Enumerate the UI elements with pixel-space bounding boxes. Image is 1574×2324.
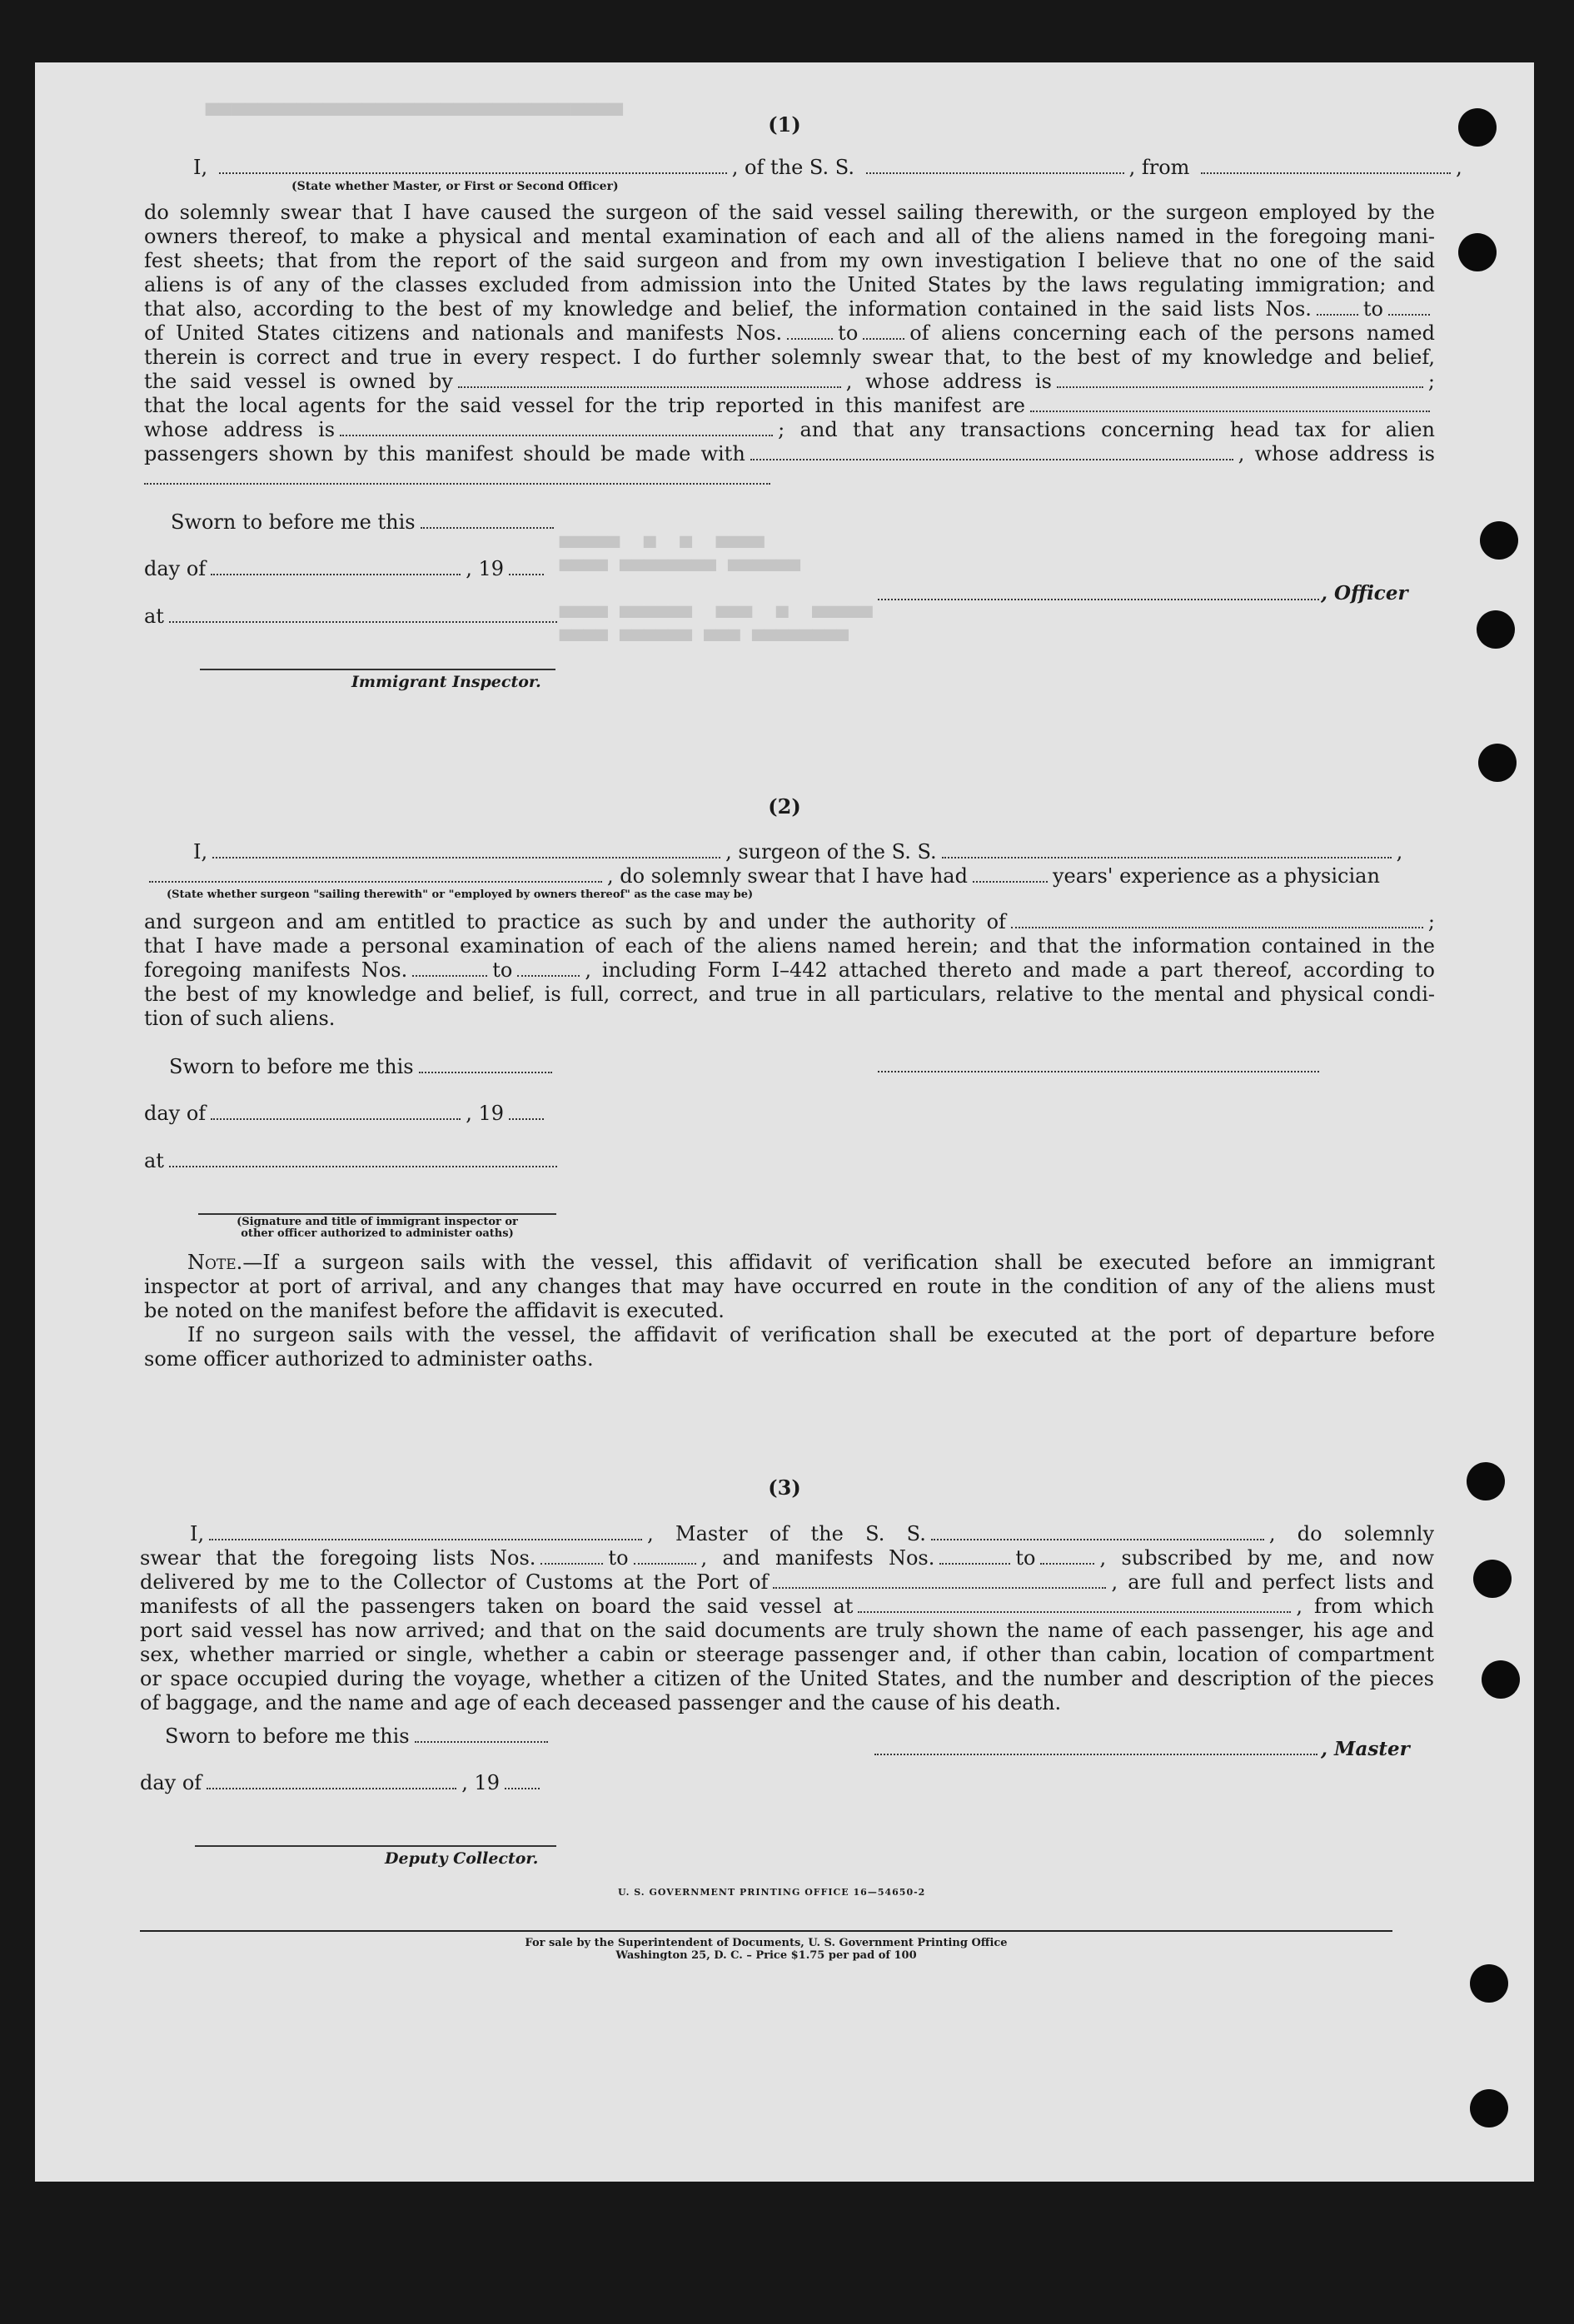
surgeon-oath-line-2 <box>144 864 1380 888</box>
local-agents-field[interactable] <box>1030 396 1430 412</box>
binder-hole <box>1480 521 1518 560</box>
place-field[interactable] <box>169 1151 557 1167</box>
master-oath-line <box>193 156 1462 179</box>
list-no-from-field[interactable] <box>540 1548 603 1565</box>
sworn-label: Sworn to before me this <box>169 1055 414 1078</box>
deputy-collector-signature-line[interactable] <box>195 1845 556 1847</box>
section-number-3: (3) <box>768 1476 801 1500</box>
oath-line <box>144 910 1435 934</box>
binder-hole <box>1470 2089 1508 2127</box>
at-label: at <box>144 605 164 628</box>
oath-line <box>144 370 1435 394</box>
oath-text: swear that the foregoing lists Nos. <box>140 1546 536 1570</box>
oath-text: to <box>1015 1546 1036 1570</box>
month-field[interactable] <box>207 1773 456 1789</box>
section-number-1: (1) <box>768 112 801 137</box>
signature-caption <box>198 1217 556 1240</box>
signature-caption-line: other officer authorized to administer oaths) <box>241 1227 514 1240</box>
manifest-no-from-field[interactable] <box>939 1548 1010 1565</box>
document-page <box>35 62 1534 2182</box>
owner-address-field[interactable] <box>1057 371 1423 388</box>
signature-caption-line: (Signature and title of immigrant inspector or <box>237 1216 518 1228</box>
licensing-authority-field[interactable] <box>1011 912 1423 928</box>
oath-text: to <box>492 958 513 982</box>
binder-hole <box>1478 744 1517 782</box>
oath-line: of baggage, and the name and age of each deceased passenger and the cause of his death. <box>140 1691 1062 1714</box>
oath-text: foregoing manifests Nos. <box>144 958 408 982</box>
oath-text: , including Form I–442 attached thereto and made a part thereof, according to <box>585 958 1436 982</box>
oath-text: to <box>608 1546 629 1570</box>
port-of-customs-field[interactable] <box>773 1572 1106 1589</box>
head-tax-party-field[interactable] <box>750 444 1233 460</box>
oath-line <box>144 442 1435 466</box>
oath-text: to <box>1362 297 1383 321</box>
label-i: I, <box>193 156 208 179</box>
bleed-through-header: ▀▀▀▀▀▀▀▀▀▀▀▀▀▀▀▀▀▀▀▀▀▀▀▀▀▀▀▀▀▀▀▀ <box>206 104 623 129</box>
oath-text: that the local agents for the said vessel for the trip reported in this manifest are <box>144 394 1025 417</box>
oath-line <box>144 418 1435 442</box>
oath-text: manifests of all the passengers taken on board the said vessel at <box>140 1595 854 1618</box>
oath-text: , Master of the S. S. <box>647 1522 926 1545</box>
list-no-to-field[interactable] <box>1388 299 1430 316</box>
oath-line <box>144 394 1435 418</box>
section-2-oath-text <box>144 910 1435 1031</box>
month-field[interactable] <box>211 1103 461 1120</box>
oath-line: owners thereof, to make a physical and mental examination of each and all of the aliens named in the foregoing mani- <box>144 225 1435 248</box>
comma: , <box>1396 840 1403 863</box>
oath-line <box>144 958 1435 983</box>
officer-signature-field[interactable] <box>878 599 1319 600</box>
surgeon-oath-line-1 <box>193 840 1402 863</box>
note-line <box>144 1251 1435 1275</box>
agents-address-field[interactable] <box>340 420 773 436</box>
master-name-field[interactable] <box>209 1524 642 1540</box>
oath-text: of aliens concerning each of the persons named <box>909 321 1435 345</box>
manifest-no-to-field[interactable] <box>863 323 904 340</box>
sworn-label: Sworn to before me this <box>165 1724 410 1748</box>
at-line-2 <box>144 1149 562 1172</box>
note-text: If no surgeon sails with the vessel, the affidavit of verification shall be executed at the port of departure before <box>187 1323 1435 1346</box>
day-of-label: day of <box>144 1102 207 1125</box>
oath-text: , whose address is <box>845 370 1052 393</box>
oath-line <box>140 1595 1434 1619</box>
surgeon-status-field[interactable] <box>149 866 602 883</box>
manifest-no-to-field[interactable] <box>517 960 580 977</box>
manifest-no-from-field[interactable] <box>787 323 833 340</box>
port-from-field[interactable] <box>1201 157 1451 174</box>
oath-text: ; <box>1427 370 1435 393</box>
sworn-line-2 <box>169 1055 557 1078</box>
sale-notice-line: Washington 25, D. C. – Price $1.75 per pad of 100 <box>615 1949 917 1962</box>
sworn-line-3 <box>165 1724 553 1748</box>
immigrant-inspector-label: Immigrant Inspector. <box>351 673 541 691</box>
oath-line: tion of such aliens. <box>144 1007 336 1030</box>
oath-text: , subscribed by me, and now <box>1099 1546 1435 1570</box>
deputy-collector-label: Deputy Collector. <box>385 1849 539 1868</box>
oath-text: that also, according to the best of my knowledge and belief, the information contained in the said lists Nos. <box>144 297 1312 321</box>
oath-text: passengers shown by this manifest should be made with <box>144 442 745 465</box>
oath-line: aliens is of any of the classes excluded from admission into the United States by the laws regulating immigration; and <box>144 273 1435 296</box>
note-text: —If a surgeon sails with the vessel, this affidavit of verification shall be executed before an immigrant <box>242 1251 1435 1274</box>
oath-text: whose address is <box>144 418 336 441</box>
section-3-oath-text <box>140 1522 1434 1715</box>
surgeon-label: , surgeon of the S. S. <box>725 840 937 863</box>
place-field[interactable] <box>169 606 557 623</box>
comma: , <box>1456 156 1462 179</box>
binder-hole <box>1470 1964 1508 2003</box>
oath-line <box>140 1570 1434 1595</box>
month-field[interactable] <box>211 559 461 575</box>
day-of-label: day of <box>140 1771 202 1794</box>
oath-line: fest sheets; that from the report of the said surgeon and from my own investigation I believe that no one of the said <box>144 249 1435 272</box>
head-tax-address-field[interactable] <box>144 483 770 485</box>
oath-text: the said vessel is owned by <box>144 370 453 393</box>
section-1-oath-text <box>144 201 1435 466</box>
sworn-label: Sworn to before me this <box>171 510 416 534</box>
surgeon-signature-field[interactable] <box>878 1071 1319 1072</box>
oath-line <box>140 1522 1434 1546</box>
officer-rank-caption: (State whether Master, or First or Second Officer) <box>291 180 619 193</box>
oath-text: delivered by me to the Collector of Customs at the Port of <box>140 1570 769 1594</box>
year-field[interactable] <box>505 1773 540 1789</box>
oath-text: ; and that any transactions concerning head tax for alien <box>778 418 1436 441</box>
manifest-no-from-field[interactable] <box>412 960 487 977</box>
oath-line: therein is correct and true in every respect. I do further solemnly swear that, to the best of my knowledge and belief, <box>144 346 1435 369</box>
oath-text: , are full and perfect lists and <box>1111 1570 1434 1594</box>
note-line: some officer authorized to administer oaths. <box>144 1347 594 1371</box>
oath-text: and surgeon and am entitled to practice as such by and under the authority of <box>144 910 1006 933</box>
oath-line <box>144 321 1435 346</box>
at-label: at <box>144 1149 164 1172</box>
day-of-line-3 <box>140 1771 545 1794</box>
note-label: Note. <box>187 1251 243 1274</box>
officer-label: , Officer <box>1321 582 1408 605</box>
label-i: I, <box>190 1522 205 1545</box>
day-of-label: day of <box>144 557 207 580</box>
label-of-ss: , of the S. S. <box>731 156 854 179</box>
oath-line: do solemnly swear that I have caused the surgeon of the said vessel sailing therewith, or the surgeon employed by the <box>144 201 1435 224</box>
bleed-through-block: ▄▄▄▄▄ ▄ ▄ ▄▄▄▄ ▄▄▄▄ ▄▄▄▄▄▄▄▄ ▄▄▄▄▄▄ ▄▄▄▄ ▄▄▄▄▄▄ ▄▄▄ ▄ ▄▄▄▄▄ ▄▄▄▄ ▄▄▄▄▄▄ ▄▄▄ ▄▄▄▄▄▄▄▄ <box>560 525 873 641</box>
surgeon-name-field[interactable] <box>212 842 720 858</box>
surgeon-status-caption: (State whether surgeon "sailing therewith" or "employed by owners thereof" as the case may be) <box>167 888 754 901</box>
oath-text: , and manifests Nos. <box>700 1546 935 1570</box>
oath-line: sex, whether married or single, whether a cabin or steerage passenger and, if other than cabin, location of compartment <box>140 1643 1434 1666</box>
gpo-imprint: U. S. GOVERNMENT PRINTING OFFICE 16—54650-2 <box>618 1887 926 1898</box>
years-experience-field[interactable] <box>973 866 1048 883</box>
oath-text: of United States citizens and nationals and manifests Nos. <box>144 321 783 345</box>
oath-text: , from which <box>1296 1595 1434 1618</box>
year-field[interactable] <box>509 1103 544 1120</box>
sworn-date-field[interactable] <box>419 1057 552 1073</box>
section-number-2: (2) <box>768 794 801 819</box>
oath-line: the best of my knowledge and belief, is full, correct, and true in all particulars, relative to the mental and physical condi- <box>144 983 1435 1006</box>
label-from: , from <box>1128 156 1190 179</box>
port-of-boarding-field[interactable] <box>858 1596 1291 1613</box>
note-line: inspector at port of arrival, and any changes that may have occurred en route in the condition of any of the aliens must <box>144 1275 1435 1298</box>
master-signature-field[interactable] <box>874 1754 1317 1755</box>
at-line-1 <box>144 605 562 628</box>
sworn-line-1 <box>171 510 559 534</box>
vessel-name-field[interactable] <box>866 157 1124 174</box>
note-line: be noted on the manifest before the affidavit is executed. <box>144 1299 725 1322</box>
binder-hole <box>1482 1660 1520 1699</box>
sworn-date-field[interactable] <box>421 512 554 529</box>
oath-text: ; <box>1427 910 1435 933</box>
manifest-no-to-field[interactable] <box>1040 1548 1094 1565</box>
list-no-from-field[interactable] <box>1317 299 1358 316</box>
year-field[interactable] <box>509 559 544 575</box>
oath-line: port said vessel has now arrived; and that on the said documents are truly shown the name of each passenger, his age and <box>140 1619 1434 1642</box>
oath-line <box>140 1546 1434 1570</box>
sworn-date-field[interactable] <box>415 1726 548 1743</box>
label-i: I, <box>193 840 208 863</box>
binder-hole <box>1477 610 1515 649</box>
sale-notice <box>140 1937 1392 1962</box>
section-2-note <box>144 1251 1435 1371</box>
oath-line <box>144 297 1435 321</box>
inspector-signature-line[interactable] <box>198 1213 556 1215</box>
inspector-signature-line[interactable] <box>200 669 555 670</box>
master-vessel-field[interactable] <box>931 1524 1264 1540</box>
year-label: , 19 <box>466 557 504 580</box>
oath-text: years' experience as a physician <box>1052 864 1380 888</box>
list-no-to-field[interactable] <box>634 1548 696 1565</box>
binder-hole <box>1473 1560 1512 1598</box>
surgeon-vessel-field[interactable] <box>942 842 1392 858</box>
sale-notice-line: For sale by the Superintendent of Documents, U. S. Government Printing Office <box>525 1937 1008 1949</box>
footer-rule <box>140 1930 1392 1932</box>
binder-hole <box>1458 233 1497 271</box>
day-of-line-1 <box>144 557 549 580</box>
oath-text: , do solemnly swear that I have had <box>607 864 968 888</box>
year-label: , 19 <box>461 1771 500 1794</box>
oath-text: , whose address is <box>1238 442 1435 465</box>
year-label: , 19 <box>466 1102 504 1125</box>
oath-line: that I have made a personal examination of each of the aliens named herein; and that the information contained in the <box>144 934 1435 958</box>
note-line <box>144 1323 1435 1347</box>
oath-text: to <box>838 321 859 345</box>
oath-line: or space occupied during the voyage, whether a citizen of the United States, and the number and description of the pieces <box>140 1667 1434 1690</box>
master-label: , Master <box>1321 1738 1410 1760</box>
day-of-line-2 <box>144 1102 549 1125</box>
officer-name-field[interactable] <box>219 157 727 174</box>
oath-text: , do solemnly <box>1268 1522 1435 1545</box>
vessel-owner-field[interactable] <box>458 371 841 388</box>
